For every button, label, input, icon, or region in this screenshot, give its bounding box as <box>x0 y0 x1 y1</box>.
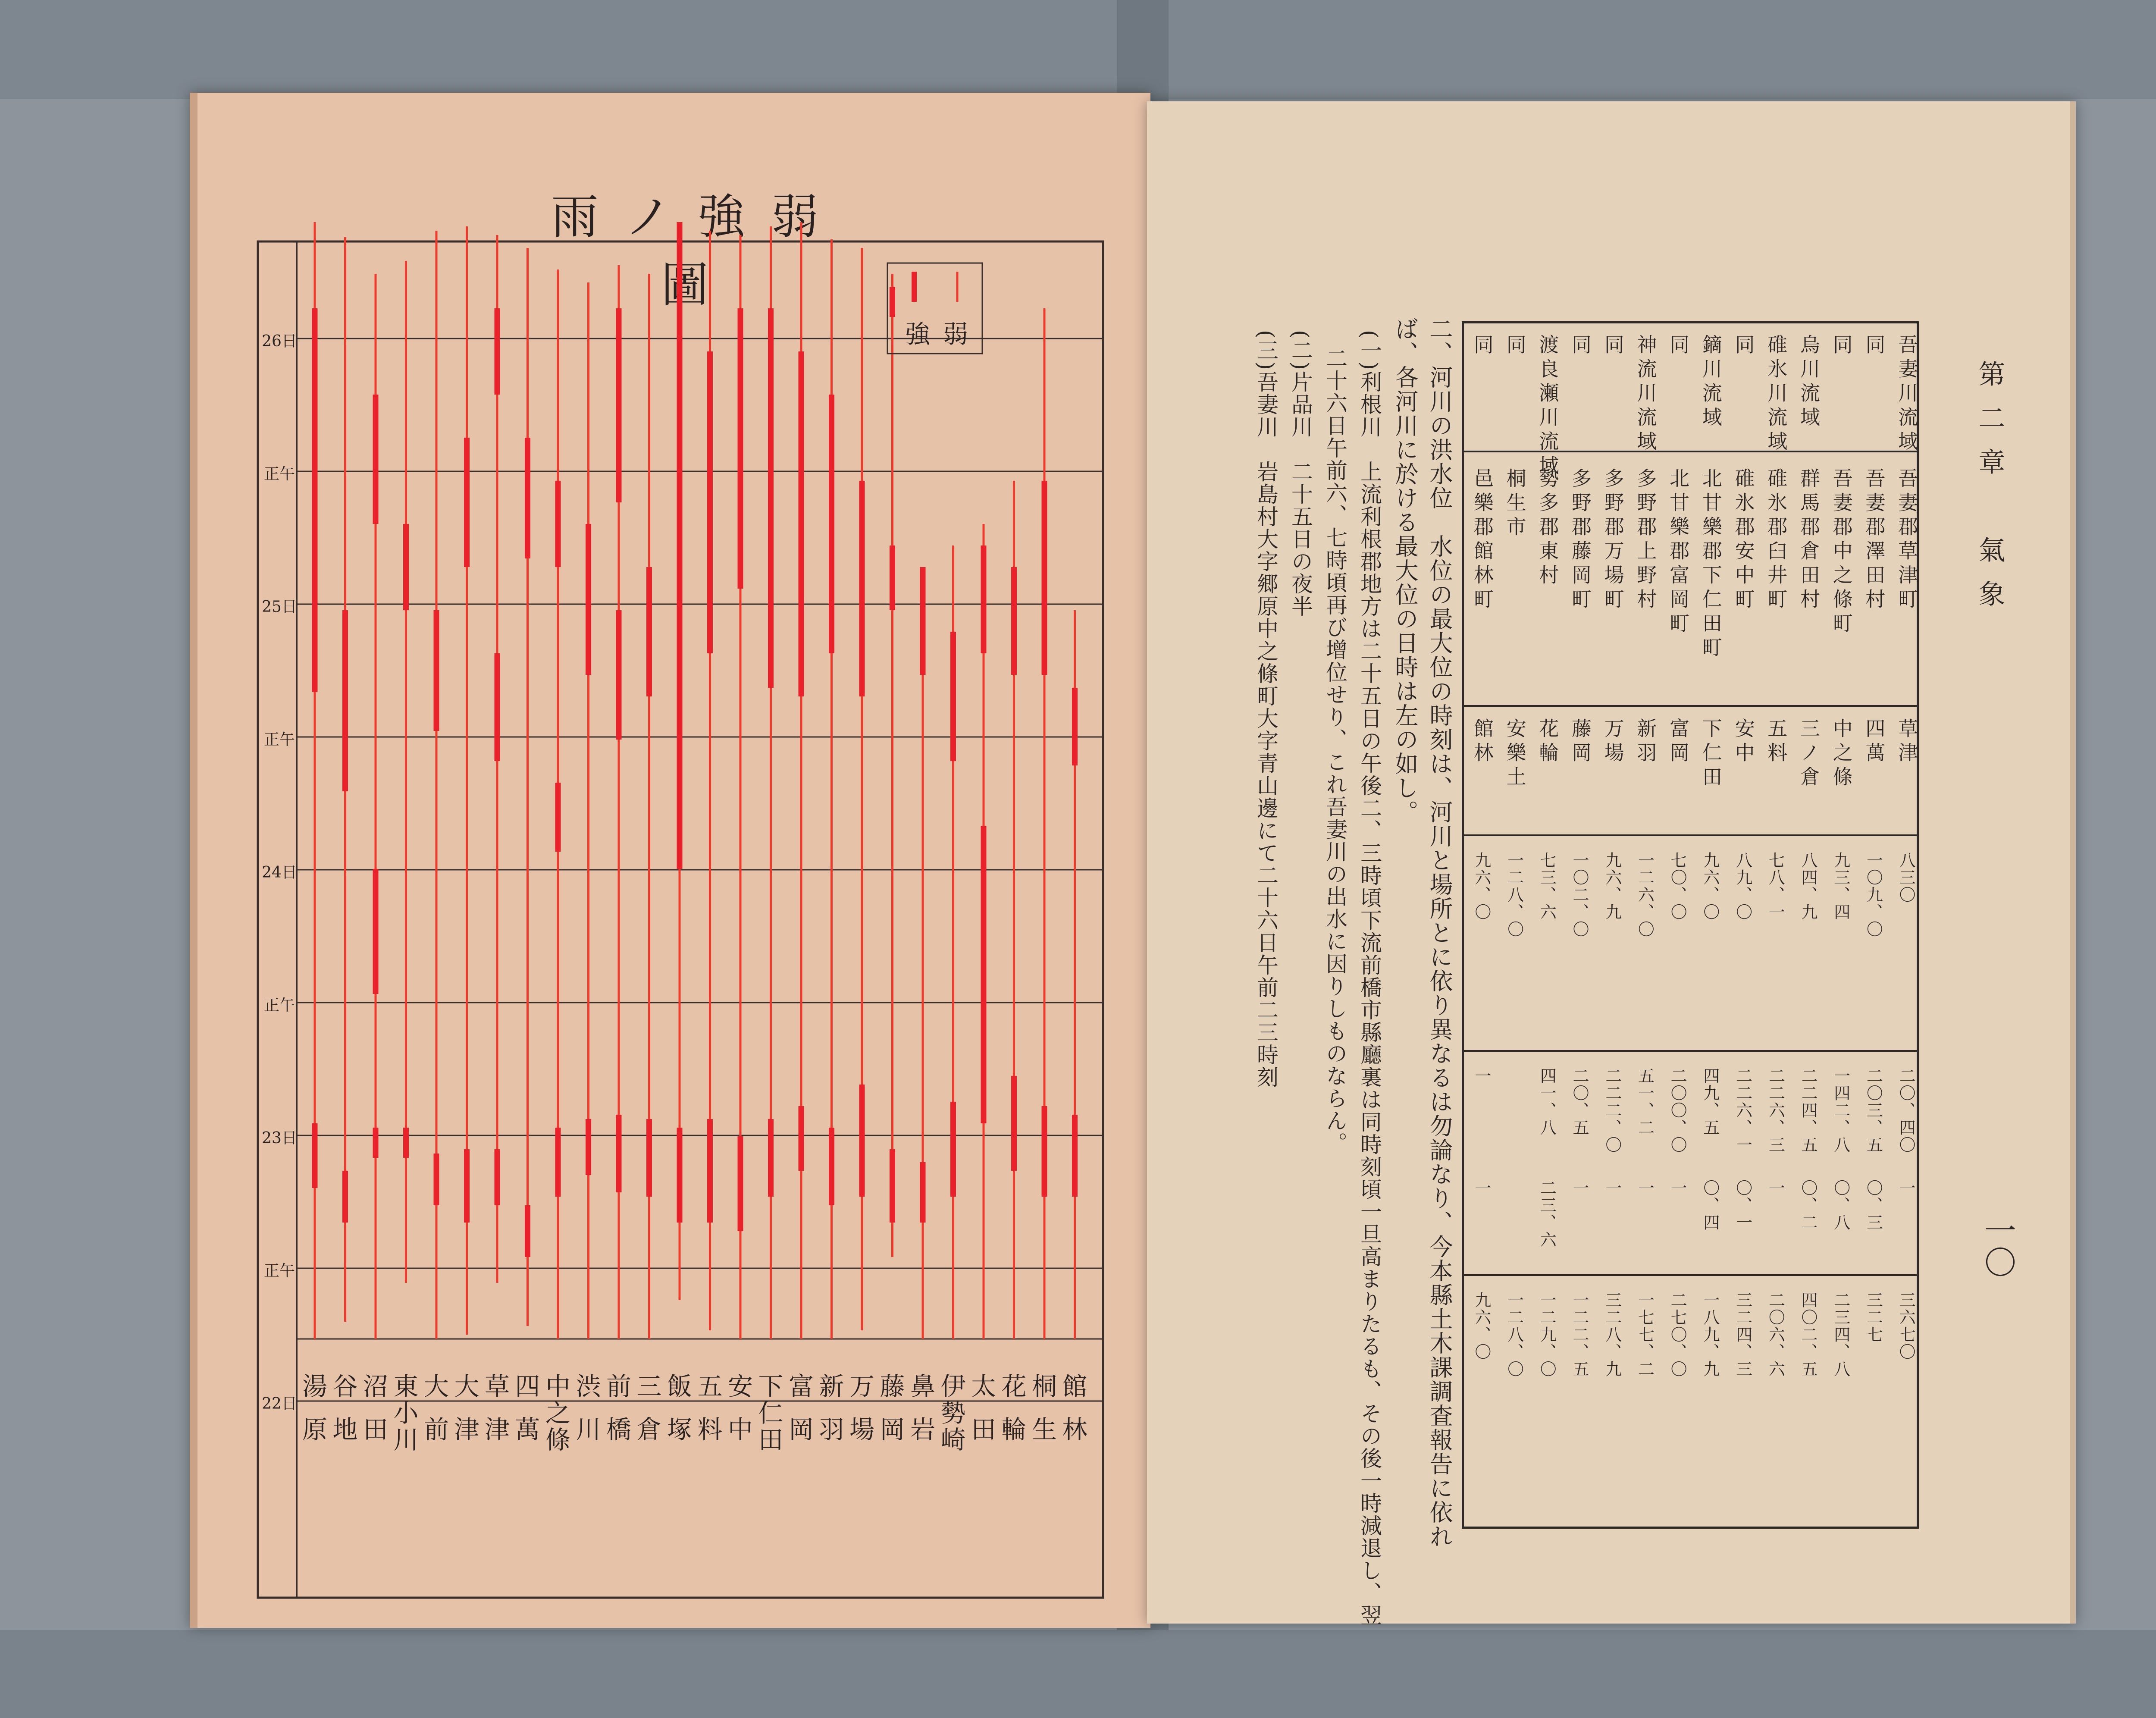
table-cell-basin: 同 <box>1830 334 1853 358</box>
table-cell-v4: 二三四、八 <box>1831 1292 1850 1378</box>
table-cell-v2: 一四二、八 <box>1831 1067 1850 1154</box>
table-cell-v2: 二二四、五 <box>1799 1067 1818 1154</box>
table-cell-basin: 神流川流域 <box>1634 334 1658 455</box>
legend-strong-label: 強 <box>905 320 931 349</box>
time-label: 23日 <box>262 1129 297 1147</box>
table-cell-v2: 二〇、四〇 <box>1896 1067 1916 1154</box>
table-cell-v2: 二〇〇、〇 <box>1668 1067 1687 1154</box>
table-cell-place: 多野郡万場町 <box>1601 468 1625 613</box>
table-cell-basin: 同 <box>1470 334 1494 358</box>
table-cell-v3: 〇、八 <box>1831 1179 1850 1231</box>
table-cell-v4: 三二七 <box>1864 1292 1883 1343</box>
table-cell-station: 五料 <box>1764 718 1788 766</box>
station-label: 下仁田 <box>758 1372 783 1455</box>
table-cell-v4: 一七七、二 <box>1635 1292 1655 1378</box>
table-cell-v4: 三六七〇 <box>1896 1292 1916 1361</box>
table-cell-v1: 七八、一 <box>1766 852 1785 921</box>
page-number: 一〇 <box>1979 1214 2016 1278</box>
table-cell-v2: 一 <box>1472 1067 1491 1085</box>
table-cell-v1: 一〇二、〇 <box>1570 852 1589 938</box>
table-cell-v3: 一 <box>1570 1179 1589 1197</box>
table-cell-v3: 〇、一 <box>1733 1179 1752 1231</box>
table-cell-v4: 一八九、九 <box>1700 1292 1720 1378</box>
table-cell-v2: 四九、五 <box>1700 1067 1720 1136</box>
body-text-line: ば、各河川に於ける最大位の日時は左の如し。 <box>1391 317 1419 824</box>
body-text-line: (一)利根川 上流利根郡地方は二十五日の午後二、三時頃下流前橋市縣廳裏は同時刻頃一旦高まりたるも、その後一時減退し、翌 <box>1357 330 1382 1627</box>
table-cell-v3: 〇、四 <box>1700 1179 1720 1231</box>
table-row-divider <box>1462 705 1919 707</box>
station-label: 伊勢崎 <box>940 1372 966 1455</box>
table-cell-v1: 八三〇 <box>1896 852 1916 903</box>
table-cell-place: 邑樂郡館林町 <box>1470 468 1494 613</box>
time-label: 正午 <box>263 997 295 1014</box>
table-cell-station: 下仁田 <box>1699 718 1723 790</box>
table-cell-v1: 七〇、〇 <box>1668 852 1687 921</box>
table-cell-station: 新羽 <box>1634 718 1658 766</box>
station-label: 大津 <box>454 1372 479 1444</box>
table-cell-v1: 九六、〇 <box>1700 852 1720 921</box>
station-label: 前橋 <box>606 1372 632 1444</box>
table-cell-place: 吾妻郡澤田村 <box>1862 468 1886 613</box>
right-page <box>1147 101 2076 1627</box>
table-cell-v1: 一二六、〇 <box>1635 852 1655 938</box>
table-cell-basin: 碓氷川流域 <box>1764 334 1788 455</box>
table-cell-v1: 八九、〇 <box>1733 852 1752 921</box>
time-label: 正午 <box>263 731 295 749</box>
table-cell-station: 三ノ倉 <box>1797 718 1821 790</box>
station-label: 鼻岩 <box>910 1372 936 1444</box>
table-cell-v1: 七三、六 <box>1537 852 1557 921</box>
table-cell-basin: 同 <box>1601 334 1625 358</box>
table-cell-v4: 二七〇、〇 <box>1668 1292 1687 1378</box>
table-cell-v2: 四一、八 <box>1537 1067 1557 1136</box>
time-label: 25日 <box>262 598 297 616</box>
table-cell-v2: 五一、二 <box>1635 1067 1655 1136</box>
scanner-background-top <box>0 0 2156 99</box>
table-cell-basin: 烏川流域 <box>1797 334 1821 431</box>
time-label: 26日 <box>262 332 297 350</box>
legend-weak-label: 弱 <box>943 320 968 349</box>
table-cell-v1: 一〇九、〇 <box>1864 852 1883 938</box>
table-cell-v3: 一 <box>1602 1179 1622 1197</box>
table-cell-v4: 四〇二、五 <box>1799 1292 1818 1378</box>
station-label: 太田 <box>971 1372 997 1444</box>
table-cell-v4: 二〇六、六 <box>1766 1292 1785 1378</box>
station-label: 五料 <box>697 1372 723 1444</box>
table-cell-place: 北甘樂郡富岡町 <box>1667 468 1690 637</box>
rain-intensity-chart <box>197 93 1150 1628</box>
table-cell-place: 多野郡藤岡町 <box>1569 468 1592 613</box>
table-cell-v4: 三二四、三 <box>1733 1292 1752 1378</box>
table-cell-place: 多野郡上野村 <box>1634 468 1658 613</box>
left-page <box>190 93 1150 1628</box>
table-cell-station: 四萬 <box>1862 718 1886 766</box>
table-cell-place: 桐生市 <box>1503 468 1527 540</box>
table-cell-v2: 二二二、〇 <box>1602 1067 1622 1154</box>
table-cell-basin: 吾妻川流域 <box>1895 334 1919 455</box>
station-label: 三倉 <box>636 1372 662 1444</box>
time-label: 正午 <box>263 1262 295 1280</box>
table-cell-basin: 同 <box>1667 334 1690 358</box>
time-label: 24日 <box>262 864 297 881</box>
table-cell-station: 草津 <box>1895 718 1919 766</box>
table-cell-basin: 同 <box>1503 334 1527 358</box>
station-label: 東小川 <box>393 1372 419 1455</box>
body-text-line: (二)片品川 二十五日の夜半 <box>1288 330 1313 618</box>
time-label: 正午 <box>263 465 295 483</box>
table-cell-v1: 九六、九 <box>1602 852 1622 921</box>
table-cell-v4: 一二八、〇 <box>1504 1292 1524 1378</box>
table-cell-basin: 鏑川流域 <box>1699 334 1723 431</box>
station-label: 大前 <box>423 1372 449 1444</box>
table-cell-v1: 八四、九 <box>1799 852 1818 921</box>
station-label: 湯原 <box>302 1372 328 1444</box>
table-cell-v4: 一二二、五 <box>1570 1292 1589 1378</box>
table-cell-station: 館林 <box>1470 718 1494 766</box>
station-label: 渋川 <box>576 1372 601 1444</box>
table-cell-v3: 一 <box>1668 1179 1687 1197</box>
table-row-divider <box>1462 834 1919 836</box>
table-cell-v4: 一二九、〇 <box>1537 1292 1557 1378</box>
body-text-line: 二、河川の洪水位 水位の最大位の時刻は、河川と場所とに依り異なるは勿論なり、今本縣土木課調査報告に依れ <box>1426 317 1453 1549</box>
table-cell-station: 安樂土 <box>1503 718 1527 790</box>
table-cell-v2: 二〇、五 <box>1570 1067 1589 1136</box>
table-cell-v3: 〇、三 <box>1864 1179 1883 1231</box>
table-cell-basin: 同 <box>1732 334 1755 358</box>
body-text-line: 二十六日午前六、七時頃再び增位せり、これ吾妻川の出水に因りしものならん。 <box>1322 347 1348 1154</box>
table-row-divider <box>1462 451 1919 452</box>
body-text-line: (三)吾妻川 岩島村大字郷原中之條町大字青山邊にて二十六日午前二三時刻 <box>1253 330 1279 1089</box>
table-cell-v4: 九六、〇 <box>1472 1292 1491 1361</box>
station-label: 沼田 <box>363 1372 389 1444</box>
table-cell-place: 吾妻郡草津町 <box>1895 468 1919 613</box>
table-cell-place: 群馬郡倉田村 <box>1797 468 1821 613</box>
station-label: 新羽 <box>819 1372 844 1444</box>
station-label: 安中 <box>727 1372 753 1444</box>
station-label: 四萬 <box>515 1372 540 1444</box>
station-label: 谷地 <box>332 1372 358 1444</box>
table-cell-v1: 一二八、〇 <box>1504 852 1524 938</box>
chart-title: 雨ノ強弱圖 <box>551 189 844 313</box>
station-label: 館林 <box>1062 1372 1087 1444</box>
table-cell-v3: 一 <box>1896 1179 1916 1197</box>
station-label: 桐生 <box>1031 1372 1057 1444</box>
table-cell-basin: 同 <box>1862 334 1886 358</box>
table-cell-place: 碓氷郡臼井町 <box>1764 468 1788 613</box>
table-row-divider <box>1462 1050 1919 1052</box>
table-cell-basin: 同 <box>1569 334 1592 358</box>
table-cell-place: 勢多郡東村 <box>1536 468 1560 589</box>
table-cell-v1: 九三、四 <box>1831 852 1850 921</box>
table-cell-place: 碓氷郡安中町 <box>1732 468 1755 613</box>
table-cell-v2: 二二六、一 <box>1733 1067 1752 1154</box>
table-cell-station: 富岡 <box>1667 718 1690 766</box>
station-label: 飯塚 <box>667 1372 693 1444</box>
table-cell-place: 北甘樂郡下仁田町 <box>1699 468 1723 661</box>
station-label: 万場 <box>849 1372 875 1444</box>
station-label: 中之條 <box>545 1372 571 1455</box>
chapter-header: 第二章 氣象 <box>1974 360 2006 624</box>
table-cell-v3: 一 <box>1472 1179 1491 1197</box>
table-cell-v3: 一 <box>1635 1179 1655 1197</box>
time-label: 22日 <box>262 1395 297 1413</box>
scanner-background-bottom <box>0 1630 2156 1718</box>
station-label: 草津 <box>484 1372 510 1444</box>
table-cell-v4: 三二八、九 <box>1602 1292 1622 1378</box>
table-cell-basin: 渡良瀬川流域 <box>1536 334 1560 479</box>
table-cell-station: 藤岡 <box>1569 718 1592 766</box>
table-cell-v1: 九六、〇 <box>1472 852 1491 921</box>
table-row-divider <box>1462 1274 1919 1276</box>
table-cell-v2: 二〇三、五 <box>1864 1067 1883 1154</box>
table-cell-station: 中之條 <box>1830 718 1853 790</box>
station-label: 藤岡 <box>880 1372 905 1444</box>
table-cell-station: 万場 <box>1601 718 1625 766</box>
table-cell-place: 吾妻郡中之條町 <box>1830 468 1853 637</box>
table-cell-station: 花輪 <box>1536 718 1560 766</box>
table-cell-station: 安中 <box>1732 718 1755 766</box>
table-cell-v2: 二二六、三 <box>1766 1067 1785 1154</box>
table-cell-v3: 〇、二 <box>1799 1179 1818 1231</box>
table-cell-v3: 一 <box>1766 1179 1785 1197</box>
table-cell-v3: 二三、六 <box>1537 1179 1557 1248</box>
station-label: 花輪 <box>1001 1372 1027 1444</box>
station-label: 富岡 <box>788 1372 814 1444</box>
